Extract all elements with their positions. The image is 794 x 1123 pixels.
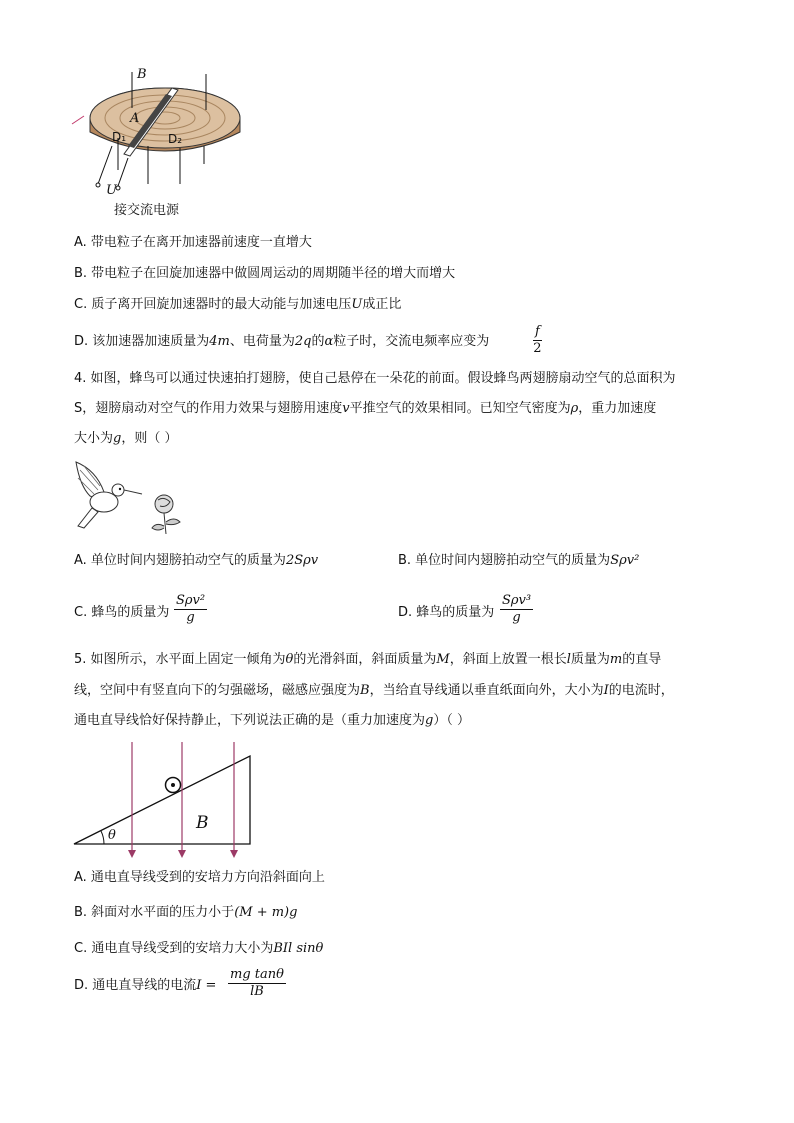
- hummingbird-flower-figure: [70, 456, 190, 536]
- q5-option-d-fraction: $\frac{\text{mg tanθ}}{lB}$: [230, 967, 284, 999]
- q5-stem-line1: 5. 如图所示，水平面上固定一倾角为θ的光滑斜面，斜面质量为M，斜面上放置一根长l质量为m的直导: [74, 652, 662, 667]
- q5-stem-line3: 通电直导线恰好保持静止，下列说法正确的是（重力加速度为g）（ ）: [74, 713, 470, 728]
- q4-option-c: C. 蜂鸟的质量为: [74, 605, 170, 620]
- q4-option-d-fraction: Sρv³ g: [502, 593, 532, 625]
- q5-option-c: C. 通电直导线受到的安培力大小为BIl sinθ: [74, 941, 324, 956]
- fig-caption: 接交流电源: [114, 203, 180, 218]
- q5-stem-line2: 线，空间中有竖直向下的匀强磁场，磁感应强度为B，当给直导线通以垂直纸面向外，大小为I的电流时，: [74, 683, 674, 698]
- q5-option-b: B. 斜面对水平面的压力小于(M + m)g: [74, 905, 298, 920]
- fig-label-d2: D₂: [168, 132, 183, 146]
- q5-option-a: A. 通电直导线受到的安培力方向沿斜面向上: [74, 870, 325, 885]
- q4-option-c-fraction: Sρv² g: [176, 593, 206, 625]
- fig-label-b: B: [137, 67, 147, 82]
- q4-stem-line2: S，翅膀扇动对空气的作用力效果与翅膀用速度v平推空气的效果相同。已知空气密度为ρ，重力加速度: [74, 401, 657, 416]
- q5-option-d: D. 通电直导线的电流I =: [74, 978, 217, 993]
- q3-option-b: B. 带电粒子在回旋加速器中做圆周运动的周期随半径的增大而增大: [74, 266, 456, 281]
- q3-option-a: A. 带电粒子在离开加速器前速度一直增大: [74, 235, 312, 250]
- incline-label-b: B: [196, 813, 209, 833]
- q3-option-c: C. 质子离开回旋加速器时的最大动能与加速电压U成正比: [74, 297, 402, 312]
- q3-option-d: D. 该加速器加速质量为4m、电荷量为2q的α粒子时，交流电频率应变为: [74, 334, 490, 349]
- q4-option-d: D. 蜂鸟的质量为: [398, 605, 495, 620]
- incline-label-theta: θ: [108, 828, 116, 843]
- q4-option-a: A. 单位时间内翅膀拍动空气的质量为2Sρv: [74, 553, 319, 568]
- fig-label-a: A: [130, 111, 140, 126]
- incline-figure: [72, 742, 262, 862]
- q4-stem-line1: 4. 如图，蜂鸟可以通过快速拍打翅膀，使自己悬停在一朵花的前面。假设蜂鸟两翅膀扇动空气的总面积为: [74, 371, 676, 386]
- q4-option-b: B. 单位时间内翅膀拍动空气的质量为Sρv²: [398, 553, 640, 568]
- cyclotron-figure: [70, 60, 250, 220]
- fig-label-u: U: [106, 183, 117, 198]
- q3-option-d-fraction: $\frac{f}{2}$: [533, 324, 542, 356]
- q4-stem-line3: 大小为g，则（ ）: [74, 431, 178, 446]
- fig-label-d1: D₁: [112, 130, 127, 144]
